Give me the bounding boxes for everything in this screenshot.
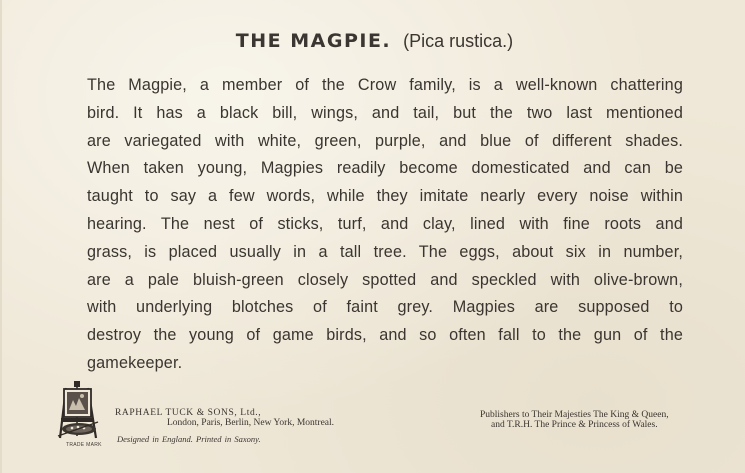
text-line: are variegated with white, green, purple, and blue of different shades.	[87, 131, 683, 150]
publisher-name: RAPHAEL TUCK & SONS, Ltd.,	[115, 408, 262, 418]
publisher-cities: London, Paris, Berlin, New York, Montreal.	[167, 418, 335, 428]
royal-line-2: and T.R.H. The Prince & Princess of Wales.	[490, 420, 658, 430]
description-text	[87, 72, 683, 378]
title-line	[2, 30, 745, 52]
text-line: hearing. The nest of sticks, turf, and clay, lined with fine roots and	[87, 214, 683, 233]
text-line: are a pale bluish-green closely spotted and speckled with olive-brown,	[87, 270, 683, 289]
text-line: When taken young, Magpies readily become domesticated and can be	[87, 159, 683, 178]
royal-warrant	[480, 410, 669, 430]
text-line: The Magpie, a member of the Crow family, is a well-known chattering	[87, 76, 683, 94]
royal-line-1: Publishers to Their Majesties The King & Queen,	[480, 410, 669, 420]
page-title: THE MAGPIE.	[235, 30, 392, 52]
trade-mark-label: TRADE MARK	[66, 442, 102, 448]
easel-palette-trademark-icon	[54, 380, 104, 450]
designed-printed-note: Designed in England. Printed in Saxony.	[117, 434, 261, 444]
text-line: grass, is placed usually in a tall tree. The eggs, about six in number,	[87, 242, 683, 261]
text-line: taught to say a few words, while they imitate nearly every noise within	[87, 187, 683, 206]
text-line: bird. It has a black bill, wings, and tail, but the two last mentioned	[87, 103, 683, 122]
publisher-block	[115, 408, 334, 428]
text-line: with underlying blotches of faint grey. Magpies are supposed to	[87, 298, 683, 317]
latin-name: (Pica rustica.)	[403, 31, 514, 51]
text-line: destroy the young of game birds, and so often fall to the gun of the	[87, 326, 683, 345]
footer	[2, 380, 745, 460]
text-line: gamekeeper.	[87, 353, 183, 372]
